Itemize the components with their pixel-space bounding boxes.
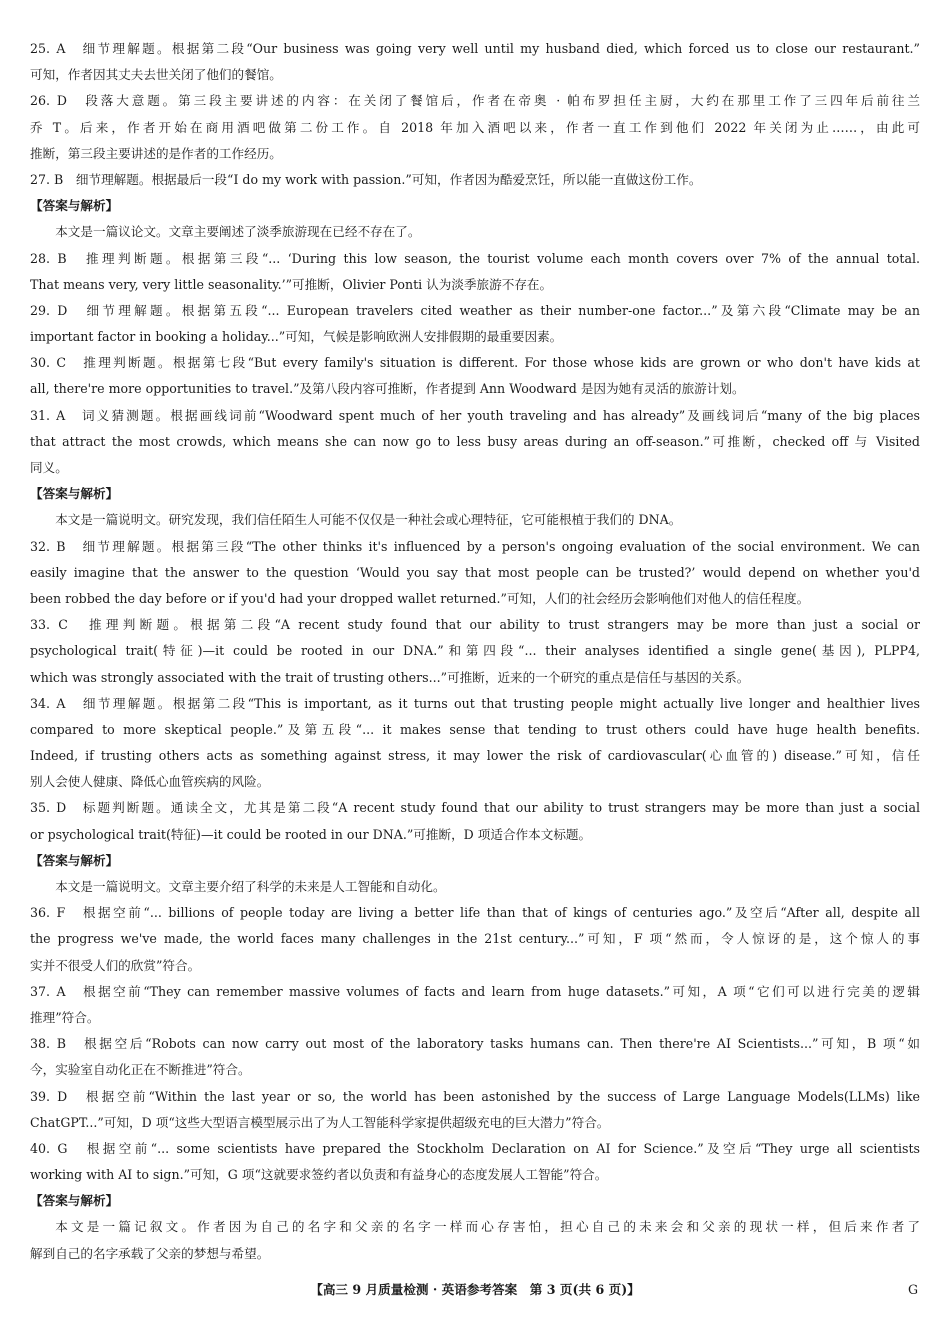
answer-text-body — [30, 36, 920, 1267]
answer-item: 34. A 细节理解题。根据第二段“This is important, as it turns out that trusting people might actually live longer and healthier lives — [30, 695, 920, 711]
answer-continuation: That means very, very little seasonality.’”可推断，Olivier Ponti 认为淡季旅游不存在。 — [30, 276, 553, 292]
answer-continuation: 实并不很受人们的欣赏”符合。 — [30, 957, 201, 973]
answer-continuation: 同义。 — [30, 460, 68, 475]
answer-item: 28. B 推理判断题。根据第三段“... ‘During this low season, the tourist volume each month covers over 7% of the annual total. — [30, 250, 920, 266]
footer-page-info: 【高三 9 月质量检测 · 英语参考答案 第 3 页(共 6 页)】 — [310, 1282, 640, 1297]
section-header: 【答案与解析】 — [30, 198, 119, 214]
passage-summary: 本文是一篇说明文。研究发现，我们信任陌生人可能不仅仅是一种社会或心理特征，它可能根植于我们的 DNA。 — [55, 512, 682, 528]
answer-continuation: 推理”符合。 — [30, 1009, 100, 1025]
answer-continuation: ChatGPT...”可知，D 项“这些大型语言模型展示出了为人工智能科学家提供超级充电的巨大潜力”符合。 — [30, 1114, 610, 1130]
answer-continuation: all, there're more opportunities to travel.”及第八段内容可推断，作者提到 Ann Woodward 是因为她有灵活的旅游计划。 — [30, 381, 745, 397]
answer-item: 39. D 根据空前“Within the last year or so, the world has been astonished by the success of Large Language Models(LLMs) like — [30, 1088, 920, 1104]
answer-item: 40. G 根据空前“... some scientists have prepared the Stockholm Declaration on AI for Science.”及空后“They urge all scientists — [30, 1140, 920, 1156]
answer-continuation: which was strongly associated with the trait of trusting others...”可推断，近来的一个研究的重点是信任与基因的关系。 — [30, 669, 750, 685]
answer-continuation: compared to more skeptical people.”及第五段“... it makes sense that tending to trust others could have huge health benefits. — [30, 721, 920, 737]
answer-continuation: 别人会使人健康、降低心血管疾病的风险。 — [30, 774, 270, 790]
section-header: 【答案与解析】 — [30, 486, 119, 502]
answer-continuation: or psychological trait(特征)—it could be rooted in our DNA.”可推断，D 项适合作本文标题。 — [30, 826, 592, 842]
passage-summary: 本文是一篇说明文。文章主要介绍了科学的未来是人工智能和自动化。 — [55, 879, 446, 894]
section-header: 【答案与解析】 — [30, 852, 119, 868]
answer-continuation: important factor in booking a holiday...”可知，气候是影响欧洲人安排假期的最重要因素。 — [30, 329, 563, 345]
answer-item: 31. A 词义猜测题。根据画线词前“Woodward spent much of her youth traveling and has already”及画线词后“many of the big places — [30, 407, 920, 423]
answer-continuation: been robbed the day before or if you'd had your dropped wallet returned.”可知，人们的社会经历会影响他们对他人的信任程度。 — [30, 590, 810, 606]
answer-continuation: 可知，作者因其丈夫去世关闭了他们的餐馆。 — [30, 67, 282, 83]
answer-item: 37. A 根据空前“They can remember massive volumes of facts and learn from huge datasets.”可知，A 项“它们可以进行完美的逻辑 — [30, 983, 920, 999]
answer-continuation: 推断，第三段主要讲述的是作者的工作经历。 — [30, 145, 282, 161]
answer-item: 26. D 段落大意题。第三段主要讲述的内容：在关闭了餐馆后，作者在帝奥 · 帕布罗担任主厨，大约在那里工作了三四年后前往兰 — [30, 93, 920, 109]
passage-summary: 本文是一篇记叙文。作者因为自己的名字和父亲的名字一样而心存害怕，担心自己的未来会和父亲的现状一样，但后来作者了 — [55, 1219, 920, 1235]
answer-continuation: the progress we've made, the world faces many challenges in the 21st century...”可知，F 项“然而，令人惊讶的是，这个惊人的事 — [30, 931, 920, 947]
footer-version-letter: G — [907, 1282, 918, 1297]
answer-continuation: working with AI to sign.”可知，G 项“这就要求签约者以负责和有益身心的态度发展人工智能”符合。 — [30, 1167, 608, 1183]
answer-item: 38. B 根据空后“Robots can now carry out most of the laboratory tasks humans can. Then there're AI Scientists...”可知，B 项“如 — [30, 1036, 920, 1052]
passage-summary: 本文是一篇议论文。文章主要阐述了淡季旅游现在已经不存在了。 — [55, 224, 421, 240]
answer-continuation: 解到自己的名字承载了父亲的梦想与希望。 — [30, 1245, 270, 1261]
answer-item: 32. B 细节理解题。根据第三段“The other thinks it's influenced by a person's ongoing evaluation of the social environment. We can — [30, 538, 920, 554]
page-footer — [0, 1278, 950, 1302]
answer-continuation: that attract the most crowds, which means she can now go to less busy areas during an off-season.”可推断，checked off 与 Visited — [30, 433, 920, 449]
answer-item: 35. D 标题判断题。通读全文，尤其是第二段“A recent study found that our ability to trust strangers may be more than just a social — [30, 800, 920, 816]
answer-continuation: easily imagine that the answer to the question ‘Would you say that most people can be trusted?’ would depend on whether you'd — [30, 564, 920, 580]
answer-continuation: psychological trait(特征)—it could be rooted in our DNA.”和第四段“... their analyses identified a single gene(基因), PLPP4, — [30, 643, 920, 659]
section-header: 【答案与解析】 — [30, 1193, 119, 1209]
answer-item: 33. C 推理判断题。根据第二段“A recent study found that our ability to trust strangers may be more than just a social or — [30, 617, 920, 633]
answer-item: 29. D 细节理解题。根据第五段“... European travelers cited weather as their number-one factor...”及第六段“Climate may be an — [30, 302, 920, 318]
answer-item: 25. A 细节理解题。根据第二段“Our business was going very well until my husband died, which forced us to close our restaurant.” — [30, 41, 920, 56]
answer-continuation: 今，实验室自动化正在不断推进”符合。 — [30, 1062, 251, 1078]
answer-item: 27. B 细节理解题。根据最后一段“I do my work with passion.”可知，作者因为酷爱烹饪，所以能一直做这份工作。 — [30, 171, 702, 187]
answer-continuation: Indeed, if trusting others acts as something against stress, it may lower the risk of cardiovascular(心血管的) disease.”可知，信任 — [30, 748, 920, 764]
answer-item: 36. F 根据空前“... billions of people today are living a better life than that of kings of centuries ago.”及空后“After all, despite all — [30, 905, 920, 921]
answer-continuation: 乔 T。后来，作者开始在商用酒吧做第二份工作。自 2018 年加入酒吧以来，作者一直工作到他们 2022 年关闭为止……，由此可 — [30, 119, 920, 135]
answer-item: 30. C 推理判断题。根据第七段“But every family's situation is different. For those whose kids are grown or who don't have kids at — [30, 355, 920, 371]
